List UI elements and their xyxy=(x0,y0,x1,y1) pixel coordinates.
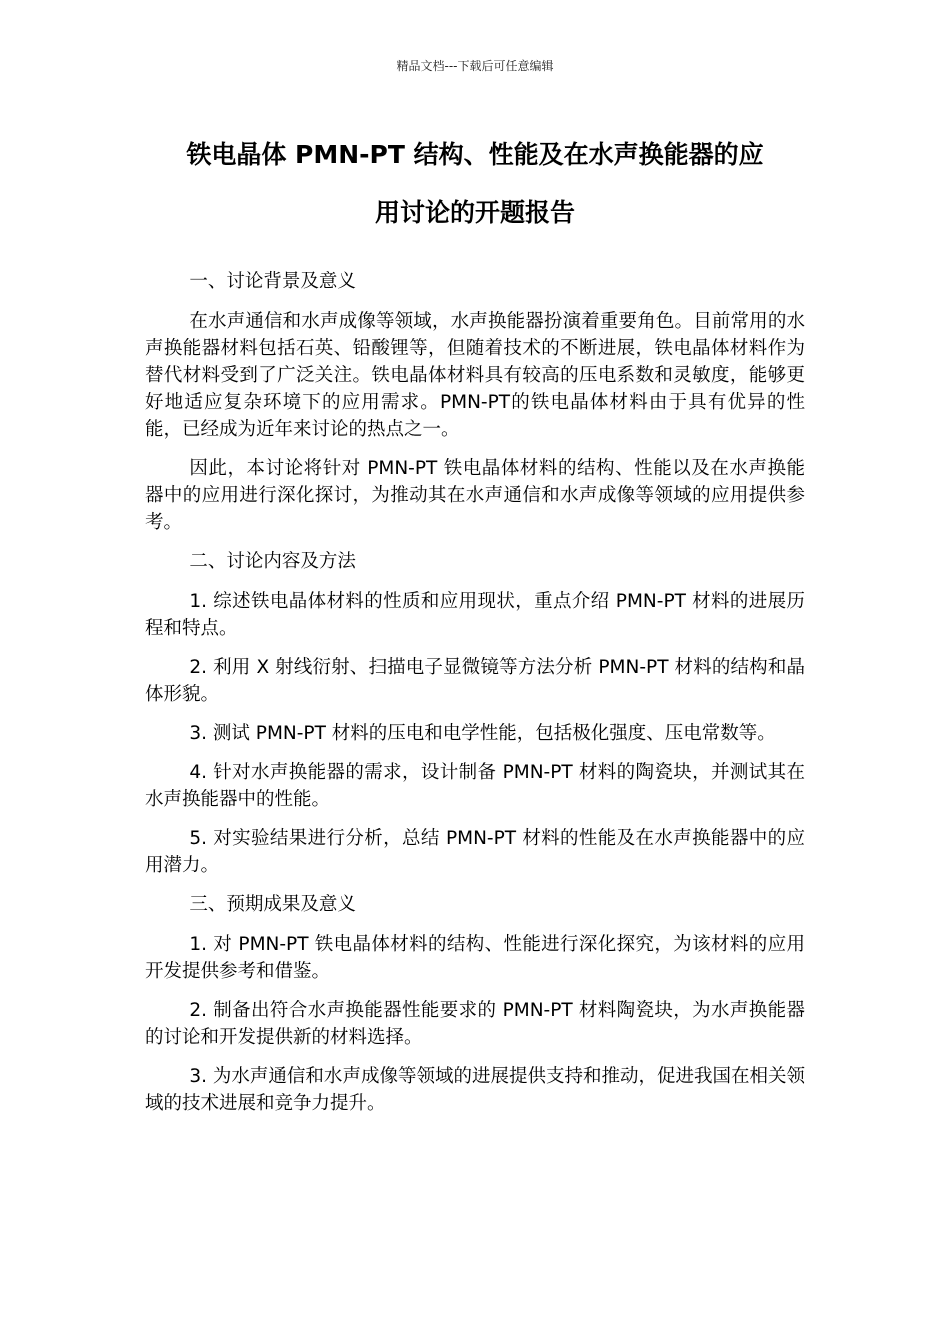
page-header-note: 精品文档---下载后可任意编辑 xyxy=(396,59,554,73)
list-item-result-1: 1. 对 PMN-PT 铁电晶体材料的结构、性能进行深化探究，为该材料的应用开发提供参考和借鉴。 xyxy=(145,934,805,982)
title-line-2: 用讨论的开题报告 xyxy=(374,198,575,227)
list-item-method-5: 5. 对实验结果进行分析，总结 PMN-PT 材料的性能及在水声换能器中的应用潜力。 xyxy=(145,828,805,876)
document-body xyxy=(145,268,805,1129)
list-item-result-3: 3. 为水声通信和水声成像等领域的进展提供支持和推动，促进我国在相关领域的技术进展和竞争力提升。 xyxy=(145,1066,805,1114)
section-heading-expected-results: 三、预期成果及意义 xyxy=(189,894,356,915)
list-item-method-4: 4. 针对水声换能器的需求，设计制备 PMN-PT 材料的陶瓷块，并测试其在水声换能器中的性能。 xyxy=(145,762,805,810)
list-item-method-3: 3. 测试 PMN-PT 材料的压电和电学性能，包括极化强度、压电常数等。 xyxy=(189,723,776,744)
section-heading-background: 一、讨论背景及意义 xyxy=(189,271,356,292)
paragraph-background-1: 在水声通信和水声成像等领域，水声换能器扮演着重要角色。目前常用的水声换能器材料包括石英、铅酸锂等，但随着技术的不断进展，铁电晶体材料作为替代材料受到了广泛关注。铁电晶体材料具有较高的压电系数和灵敏度，能够更好地适应复杂环境下的应用需求。PMN-PT的铁电晶体材料由于具有优异的性能，已经成为近年来讨论的热点之一。 xyxy=(145,311,805,440)
list-item-method-2: 2. 利用 X 射线衍射、扫描电子显微镜等方法分析 PMN-PT 材料的结构和晶体形貌。 xyxy=(145,657,805,705)
title-line-1: 铁电晶体 PMN-PT 结构、性能及在水声换能器的应 xyxy=(186,140,764,169)
document-title xyxy=(145,126,805,242)
list-item-result-2: 2. 制备出符合水声换能器性能要求的 PMN-PT 材料陶瓷块，为水声换能器的讨论和开发提供新的材料选择。 xyxy=(145,1000,805,1048)
section-heading-content-methods: 二、讨论内容及方法 xyxy=(189,551,356,572)
list-item-method-1: 1. 综述铁电晶体材料的性质和应用现状，重点介绍 PMN-PT 材料的进展历程和特点。 xyxy=(145,591,805,639)
paragraph-background-2: 因此，本讨论将针对 PMN-PT 铁电晶体材料的结构、性能以及在水声换能器中的应用进行深化探讨，为推动其在水声通信和水声成像等领域的应用提供参考。 xyxy=(145,458,805,533)
